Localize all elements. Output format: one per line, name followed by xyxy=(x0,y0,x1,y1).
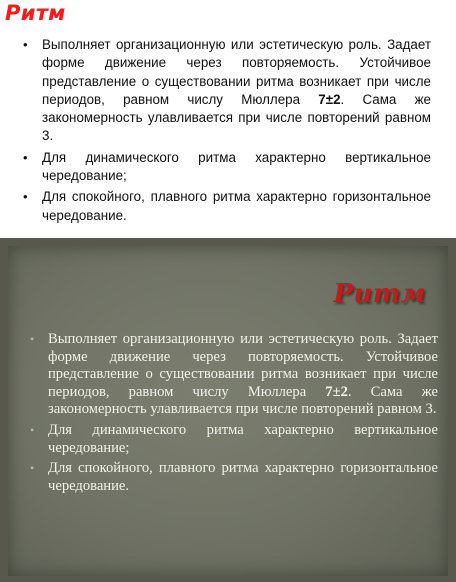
list-item xyxy=(20,36,431,146)
slide-top-bullet-list xyxy=(20,36,431,228)
bullet-icon: • xyxy=(30,461,35,476)
bullet-text: . Сама же закономерность улавливается при числе повторений равном 3. xyxy=(48,383,438,418)
list-item xyxy=(30,460,438,495)
bullet-text: Для спокойного, плавного ритма характерно горизонтальное чередование. xyxy=(42,189,431,223)
list-item xyxy=(30,331,438,419)
list-item xyxy=(20,188,431,225)
slide-top xyxy=(0,0,456,238)
slide-bottom-bullet-list xyxy=(30,331,438,498)
slide-top-title: Ритм xyxy=(5,1,66,25)
bullet-text: Для динамического ритма характерно вертикальное чередование; xyxy=(48,421,438,456)
slide-bottom-title: Ритм xyxy=(333,279,426,309)
bullet-icon: • xyxy=(30,422,35,437)
list-item xyxy=(20,149,431,186)
slide-bottom xyxy=(0,238,456,582)
bullet-icon: • xyxy=(23,37,28,52)
bullet-icon: • xyxy=(30,332,35,346)
bullet-text: Выполняет организационную или эстетическую роль. Задает форме движение через повторяемость. Устойчивое представление о существовании ритма возникает при числе периодов, равном числу Мюллера xyxy=(48,331,438,400)
list-item xyxy=(30,422,438,457)
miller-number: 7±2 xyxy=(325,383,348,400)
bullet-text: . Сама же закономерность улавливается при числе повторений равном 3. xyxy=(42,91,431,144)
slide-bottom-panel xyxy=(8,246,448,576)
miller-number: 7±2 xyxy=(318,91,341,107)
bullet-text: Для спокойного, плавного ритма характерно горизонтальное чередование. xyxy=(48,460,438,494)
bullet-text: Выполняет организационную или эстетическую роль. Задает форме движение через повторяемость. Устойчивое представление о существовании ритма возникает при числе периодов, равном числу Мюллера xyxy=(42,37,431,107)
bullet-icon: • xyxy=(23,189,28,205)
bullet-icon: • xyxy=(23,149,28,165)
bullet-text: Для динамического ритма характерно вертикальное чередование; xyxy=(42,149,431,184)
